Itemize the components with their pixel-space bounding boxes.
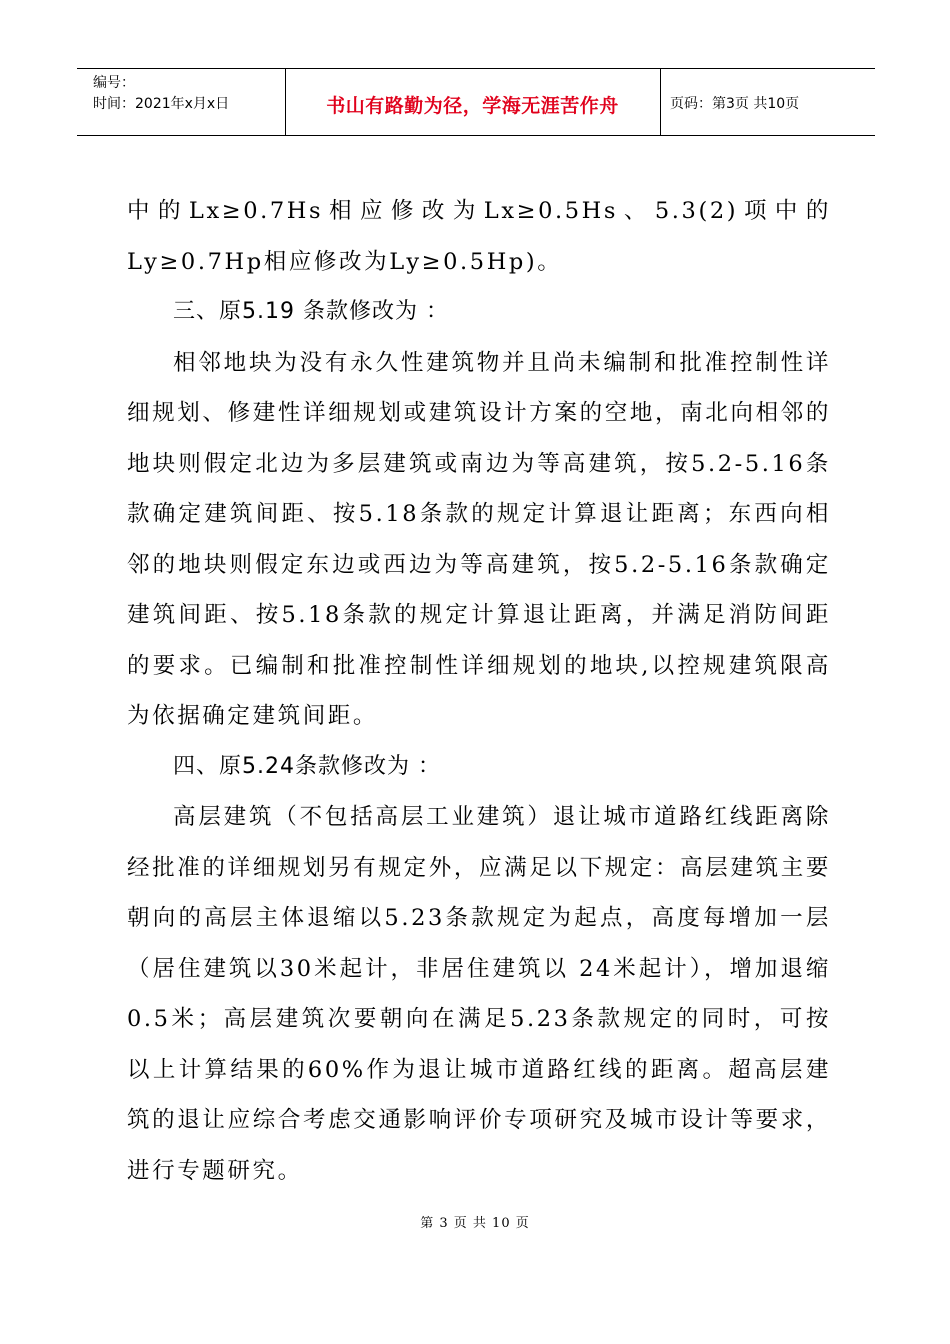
section-heading-4: 四、原5.24条款修改为 ： [173,753,441,779]
header-divider [660,69,661,135]
document-time: 时间：2021年x月x日 [93,96,230,112]
header-page-code: 页码：第3页 共10页 [670,96,800,112]
section-heading-3: 三、原5.19 条款修改为 ： [173,299,449,324]
header-meta [93,73,229,115]
header-motto: 书山有路勤为径，学海无涯苦作舟 [326,95,619,117]
document-body [127,186,831,1196]
paragraph-continuation: 中的Lx≥0.7Hs相应修改为Lx≥0.5Hs、5.3(2)项中的Ly≥0.7Hp相应修改为Ly≥0.5Hp)。 [127,198,831,275]
page-header [77,68,875,136]
paragraph-section-3: 相邻地块为没有永久性建筑物并且尚未编制和批准控制性详细规划、修建性详细规划或建筑设计方案的空地，南北向相邻的地块则假定北边为多层建筑或南边为等高建筑，按5.2-5.16条款确定建筑间距、按5.18条款的规定计算退让距离；东西向相邻的地块则假定东边或西边为等高建筑，按5.2-5.16条款确定建筑间距、按5.18条款的规定计算退让距离，并满足消防间距的要求。已编制和批准控制性详细规划的地块,以控规建筑限高为依据确定建筑间距。 [127,349,831,729]
page-footer: 第 3 页 共 10 页 [420,1216,530,1231]
document-number-label: 编号： [93,75,135,91]
paragraph-section-4: 高层建筑（不包括高层工业建筑）退让城市道路红线距离除经批准的详细规划另有规定外，应满足以下规定：高层建筑主要朝向的高层主体退缩以5.23条款规定为起点，高度每增加一层（居住建筑以30米起计，非居住建筑以 24米起计），增加退缩0.5米；高层建筑次要朝向在满足5.23条款规定的同时，可按以上计算结果的60%作为退让城市道路红线的距离。超高层建筑的退让应综合考虑交通影响评价专项研究及城市设计等要求，进行专题研究。 [127,804,831,1184]
